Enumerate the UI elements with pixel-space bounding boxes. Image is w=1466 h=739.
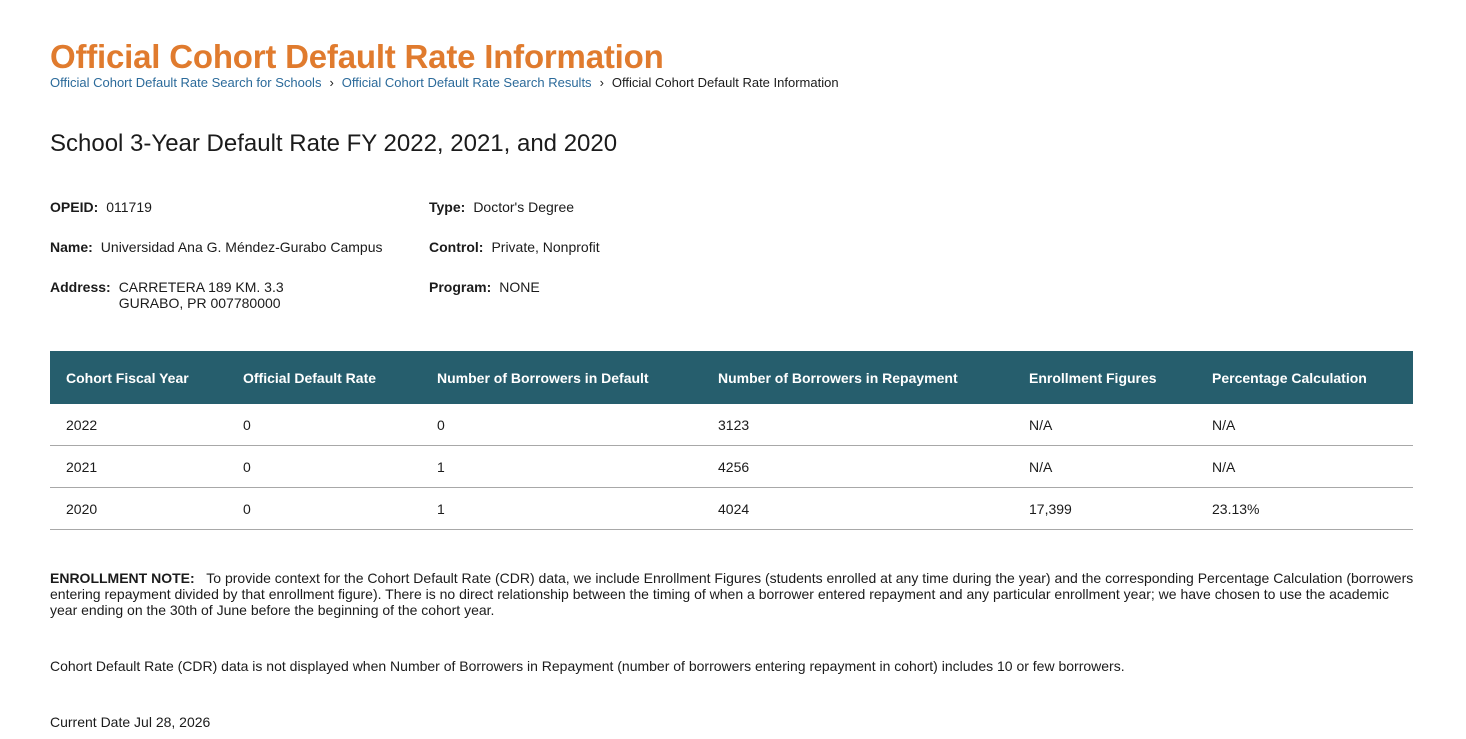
table-header-row xyxy=(50,351,1413,404)
column-header-borrowers-in-repayment: Number of Borrowers in Repayment xyxy=(702,351,1013,404)
enrollment-note-label: ENROLLMENT NOTE: xyxy=(50,570,195,586)
table-row xyxy=(50,404,1413,446)
breadcrumb-current: Official Cohort Default Rate Information xyxy=(611,75,839,90)
breadcrumb xyxy=(50,75,839,90)
opeid-label: OPEID: xyxy=(50,199,99,215)
address-label: Address: xyxy=(50,279,111,295)
cdr-display-note: Cohort Default Rate (CDR) data is not displayed when Number of Borrowers in Repayment (number of borrowers entering repayment in cohort) includes 10 or few borrowers. xyxy=(50,658,1125,674)
table-cell: 17,399 xyxy=(1013,488,1196,530)
page-title: Official Cohort Default Rate Information xyxy=(50,38,664,75)
name-label: Name: xyxy=(50,239,93,255)
name-field xyxy=(50,239,383,255)
table-row xyxy=(50,446,1413,488)
table-cell: 1 xyxy=(421,488,702,530)
table-cell: 2022 xyxy=(50,404,227,446)
name-value: Universidad Ana G. Méndez-Gurabo Campus xyxy=(100,239,383,255)
address-value xyxy=(119,279,284,311)
enrollment-note xyxy=(50,570,1415,618)
enrollment-note-text: To provide context for the Cohort Default Rate (CDR) data, we include Enrollment Figures (students enrolled at any time during the year) and the corresponding Percentage Calculation (borrowers entering repayment divided by that enrollment figure). There is no direct relationship between the timing of when a borrower entered repayment and any particular enrollment year; we have chosen to use the academic year ending on the 30th of June before the beginning of the cohort year. xyxy=(50,570,1414,618)
table-cell: N/A xyxy=(1013,446,1196,488)
column-header-enrollment-figures: Enrollment Figures xyxy=(1013,351,1196,404)
address-line-2: GURABO, PR 007780000 xyxy=(118,295,281,311)
control-value: Private, Nonprofit xyxy=(491,239,600,255)
table-cell: N/A xyxy=(1196,404,1413,446)
table-header xyxy=(50,351,1413,404)
opeid-value: 011719 xyxy=(106,199,152,215)
section-heading: School 3-Year Default Rate FY 2022, 2021, and 2020 xyxy=(50,130,618,157)
chevron-right-icon: › xyxy=(599,75,604,90)
table-cell: 4256 xyxy=(702,446,1013,488)
program-label: Program: xyxy=(429,279,492,295)
type-label: Type: xyxy=(429,199,466,215)
control-label: Control: xyxy=(429,239,484,255)
table-cell: N/A xyxy=(1196,446,1413,488)
program-field xyxy=(429,279,540,295)
current-date: Current Date Jul 28, 2026 xyxy=(50,714,211,730)
table-cell: N/A xyxy=(1013,404,1196,446)
address-line-1: CARRETERA 189 KM. 3.3 xyxy=(118,279,284,295)
column-header-percentage-calculation: Percentage Calculation xyxy=(1196,351,1413,404)
column-header-cohort-fiscal-year: Cohort Fiscal Year xyxy=(50,351,227,404)
breadcrumb-link-search-for-schools[interactable]: Official Cohort Default Rate Search for Schools xyxy=(50,75,322,90)
type-value: Doctor's Degree xyxy=(473,199,575,215)
table-cell: 3123 xyxy=(702,404,1013,446)
default-rate-table xyxy=(50,351,1413,530)
program-value: NONE xyxy=(499,279,540,295)
table-cell: 4024 xyxy=(702,488,1013,530)
breadcrumb-link-search-results[interactable]: Official Cohort Default Rate Search Results xyxy=(341,75,592,90)
table-cell: 0 xyxy=(227,404,421,446)
table-body xyxy=(50,404,1413,530)
table-cell: 1 xyxy=(421,446,702,488)
address-field xyxy=(50,279,284,311)
table-cell: 0 xyxy=(421,404,702,446)
column-header-official-default-rate: Official Default Rate xyxy=(227,351,421,404)
table-cell: 23.13% xyxy=(1196,488,1413,530)
table-row xyxy=(50,488,1413,530)
table-cell: 0 xyxy=(227,488,421,530)
table-cell: 2020 xyxy=(50,488,227,530)
chevron-right-icon: › xyxy=(329,75,334,90)
column-header-borrowers-in-default: Number of Borrowers in Default xyxy=(421,351,702,404)
control-field xyxy=(429,239,600,255)
opeid-field xyxy=(50,199,152,215)
table-cell: 0 xyxy=(227,446,421,488)
table-cell: 2021 xyxy=(50,446,227,488)
type-field xyxy=(429,199,574,215)
